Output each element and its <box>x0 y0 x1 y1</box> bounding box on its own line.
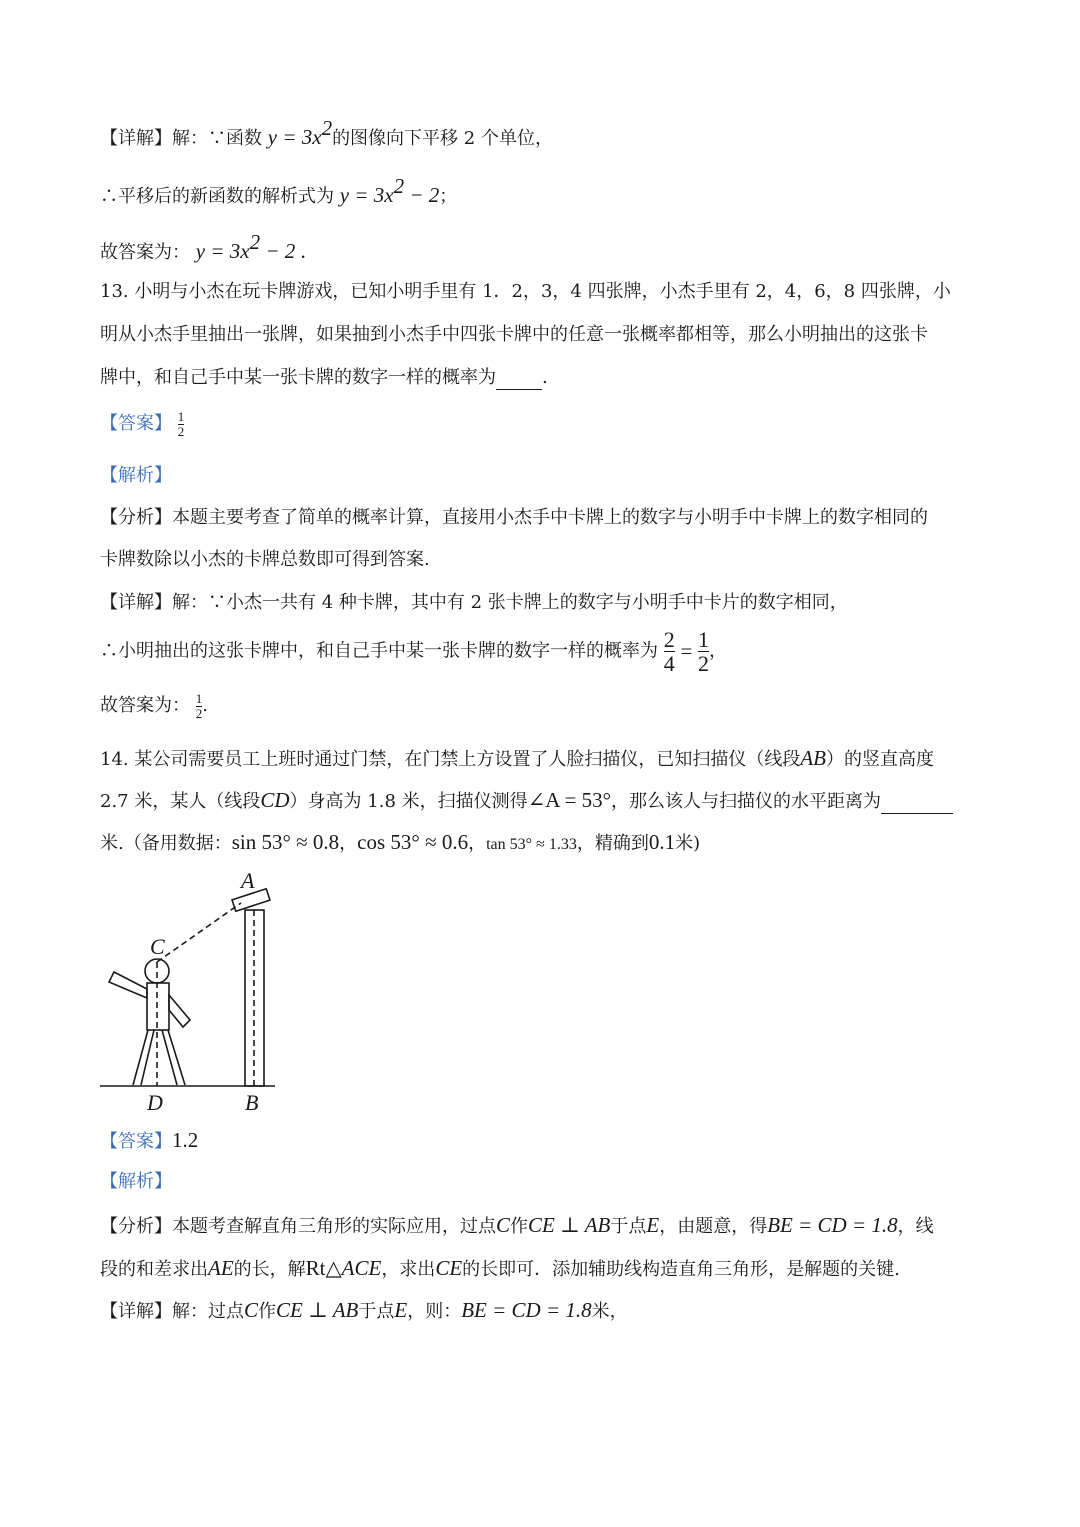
label-b: B <box>245 1090 259 1115</box>
label-d: D <box>147 1090 163 1115</box>
q13-fenxi-line-1: 【分析】本题主要考查了简单的概率计算，直接用小杰手中卡牌上的数字与小明手中卡牌上的数字相同的 <box>100 507 928 528</box>
q13-fenxi-line-2: 卡牌数除以小杰的卡牌总数即可得到答案. <box>100 549 430 570</box>
q14-line-2: 2.7 米，某人（线段CD）身高为 1.8 米，扫描仪测得∠A = 53°，那么该人与扫描仪的水平距离为 <box>100 790 953 814</box>
q14-detail-line-1: 【详解】解：过点C作CE ⊥ AB于点E，则：BE = CD = 1.8米， <box>100 1298 628 1322</box>
person-right-leg <box>162 1030 177 1085</box>
q13-line-2: 明从小杰手里抽出一张牌，如果抽到小杰手中四张卡牌中的任意一张概率都相等，那么小明抽出的这张卡 <box>100 324 928 345</box>
math-new-function: $y = 3x^2 - 2$ <box>339 174 440 207</box>
q13-answer <box>100 410 184 438</box>
math-answer: $y = 3x^2 - 2$ <box>195 230 296 263</box>
math-function: $y = 3x^2$ <box>267 116 333 149</box>
answer-tag: 【答案】 <box>100 1131 172 1152</box>
q13-detail-line-1: 【详解】解：∵小杰一共有 4 种卡牌，其中有 2 张卡牌上的数字与小明手中卡片的数字相同， <box>100 592 848 613</box>
answer-blank <box>881 795 953 814</box>
q13-final-answer: 故答案为： $\frac{1}{2}$ . <box>100 691 208 721</box>
pillar-ab <box>245 910 264 1086</box>
detail-tag: 【详解】 <box>100 128 172 149</box>
q14-answer <box>100 1130 198 1151</box>
q14-analysis-tag: 【解析】 <box>100 1171 172 1192</box>
label-c: C <box>150 934 165 959</box>
scanner-figure <box>95 862 295 1117</box>
fraction-one-half: $\frac{1}{2}$ <box>177 409 185 439</box>
person-left-arm <box>109 972 147 998</box>
fraction-one-half: $\frac{1}{2}$ <box>698 627 710 677</box>
q13-line-3: 牌中，和自己手中某一张卡牌的数字一样的概率为 . <box>100 367 548 388</box>
q14-fenxi-line-1: 【分析】本题考查解直角三角形的实际应用，过点C作CE ⊥ AB于点E，由题意，得BE = CD = 1.8，线 <box>100 1213 934 1237</box>
sight-line <box>157 903 241 962</box>
q12-answer-line: 故答案为： $y = 3x^2 - 2$ . <box>100 230 306 263</box>
fraction-one-half: $\frac{1}{2}$ <box>195 691 203 721</box>
q13-analysis-tag: 【解析】 <box>100 465 172 486</box>
person-body <box>147 983 169 1030</box>
q14-line-3: 米.（备用数据：sin 53° ≈ 0.8，cos 53° ≈ 0.6，tan 53° ≈ 1.33，精确到0.1米) <box>100 830 701 854</box>
q13-line-1: 13. 小明与小杰在玩卡牌游戏，已知小明手里有 1．2，3，4 四张牌，小杰手里有 2，4，6，8 四张牌，小 <box>100 281 951 302</box>
answer-blank <box>496 371 542 390</box>
answer-value: 1.2 <box>172 1128 199 1152</box>
fraction-two-fourths: $\frac{2}{4}$ <box>663 627 675 677</box>
q12-therefore-line: ∴平移后的新函数的解析式为 $y = 3x^2 - 2$； <box>100 174 458 207</box>
q14-fenxi-line-2: 段的和差求出AE的长，解Rt△ACE，求出CE的长即可．添加辅助线构造直角三角形，是解题的关键. <box>100 1256 900 1280</box>
angle-expression: ∠A = 53° <box>527 788 611 812</box>
label-a: A <box>241 868 255 893</box>
person-left-leg <box>133 1030 148 1085</box>
q12-detail-line: 【详解】解：∵函数 $y = 3x^2$的图像向下平移 2 个单位， <box>100 116 553 149</box>
answer-tag: 【答案】 <box>100 413 172 435</box>
person-right-arm <box>169 995 190 1027</box>
q14-line-1: 14. 某公司需要员工上班时通过门禁，在门禁上方设置了人脸扫描仪，已知扫描仪（线段AB）的竖直高度 <box>100 746 934 770</box>
q13-detail-line-2: ∴小明抽出的这张卡牌中，和自己手中某一张卡牌的数字一样的概率为 $\frac{2}{4}$ = $\frac{1}{2}$ ， <box>100 627 728 677</box>
